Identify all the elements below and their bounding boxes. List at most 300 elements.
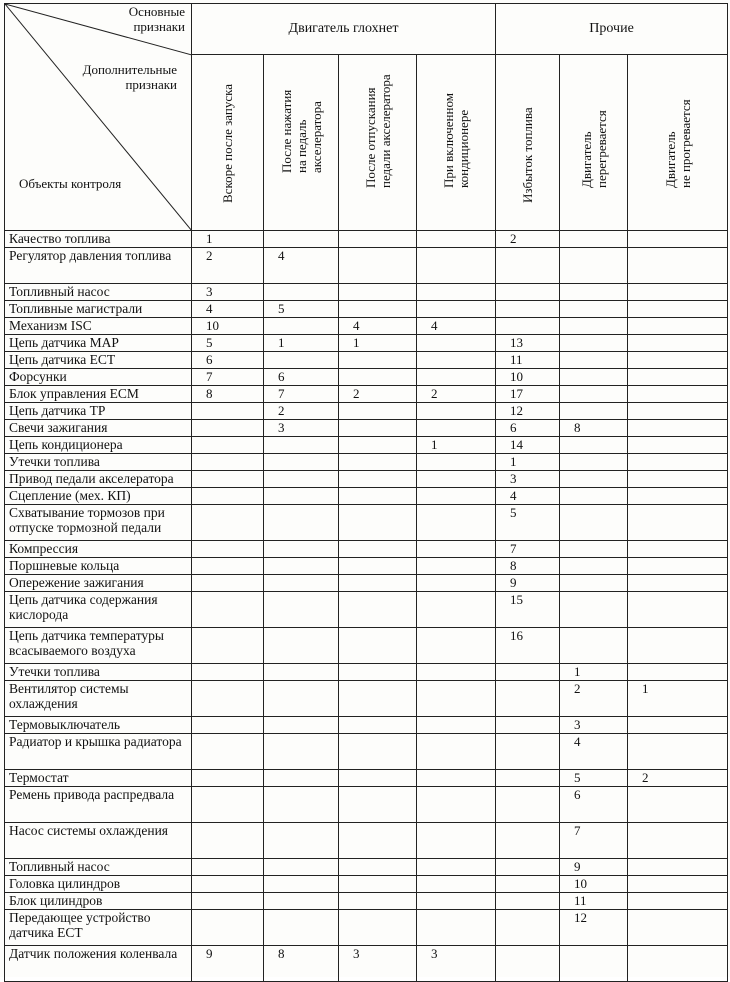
table-cell: 4: [496, 488, 560, 505]
table-cell: [192, 734, 264, 770]
table-cell: 10: [496, 369, 560, 386]
table-cell: [264, 437, 339, 454]
row-label: Цепь датчика TP: [5, 403, 192, 420]
table-cell: [417, 420, 496, 437]
table-cell: 5: [560, 770, 628, 787]
column-header-3: [339, 55, 417, 231]
table-cell: [264, 717, 339, 734]
table-cell: [264, 664, 339, 681]
table-cell: [417, 893, 496, 910]
table-row: [5, 403, 728, 420]
table-cell: [264, 893, 339, 910]
table-cell: [339, 471, 417, 488]
table-cell: [417, 770, 496, 787]
row-label: Цепь датчика содержания кислорода: [5, 592, 192, 628]
table-cell: [417, 369, 496, 386]
table-cell: [560, 471, 628, 488]
table-cell: [264, 558, 339, 575]
table-cell: [417, 910, 496, 946]
table-row: [5, 575, 728, 592]
table-cell: 9: [496, 575, 560, 592]
table-row: [5, 301, 728, 318]
table-cell: [628, 541, 728, 558]
table-cell: [628, 505, 728, 541]
table-cell: 12: [560, 910, 628, 946]
table-row: [5, 893, 728, 910]
column-header-7: [628, 55, 728, 231]
table-cell: 14: [496, 437, 560, 454]
table-row: [5, 628, 728, 664]
table-cell: 4: [560, 734, 628, 770]
extra-signs-label: Дополнительные признаки: [82, 62, 177, 92]
table-cell: 10: [560, 876, 628, 893]
table-cell: [496, 248, 560, 284]
table-cell: [628, 558, 728, 575]
table-cell: [339, 681, 417, 717]
table-cell: [417, 454, 496, 471]
column-header-text: Двигатель перегревается: [578, 110, 609, 188]
table-cell: 6: [560, 787, 628, 823]
column-header-4: [417, 55, 496, 231]
table-cell: [339, 770, 417, 787]
table-cell: [628, 471, 728, 488]
table-cell: [339, 248, 417, 284]
row-label: Блок управления ECM: [5, 386, 192, 403]
table-cell: [560, 301, 628, 318]
table-cell: [496, 823, 560, 859]
table-cell: [628, 437, 728, 454]
table-cell: [339, 420, 417, 437]
table-cell: [264, 787, 339, 823]
row-label: Схватывание тормозов при отпуске тормозной педали: [5, 505, 192, 541]
table-cell: [264, 318, 339, 335]
table-cell: [192, 823, 264, 859]
table-cell: [192, 681, 264, 717]
row-label: Привод педали акселератора: [5, 471, 192, 488]
table-cell: [417, 628, 496, 664]
table-cell: [628, 454, 728, 471]
table-cell: 2: [628, 770, 728, 787]
table-cell: [560, 628, 628, 664]
table-cell: 3: [560, 717, 628, 734]
table-row: [5, 318, 728, 335]
table-cell: [560, 284, 628, 301]
table-cell: [417, 558, 496, 575]
table-corner-header: [5, 4, 192, 231]
table-cell: 9: [560, 859, 628, 876]
group-other: Прочие: [496, 4, 728, 55]
table-row: [5, 541, 728, 558]
table-cell: [417, 823, 496, 859]
table-cell: [628, 420, 728, 437]
table-row: [5, 248, 728, 284]
row-label: Передающее устройство датчика ECT: [5, 910, 192, 946]
table-cell: [339, 734, 417, 770]
table-cell: [628, 946, 728, 982]
table-cell: [560, 488, 628, 505]
table-cell: 11: [496, 352, 560, 369]
table-row: [5, 823, 728, 859]
row-label: Термостат: [5, 770, 192, 787]
row-label: Блок цилиндров: [5, 893, 192, 910]
table-cell: [560, 946, 628, 982]
table-cell: [496, 770, 560, 787]
table-cell: [560, 352, 628, 369]
table-cell: [560, 248, 628, 284]
table-cell: [628, 734, 728, 770]
column-header-text: Двигатель не прогревается: [662, 99, 693, 188]
table-cell: [628, 592, 728, 628]
table-cell: [417, 488, 496, 505]
table-cell: [417, 575, 496, 592]
table-cell: 8: [264, 946, 339, 982]
table-cell: [628, 301, 728, 318]
table-cell: [417, 787, 496, 823]
table-cell: 8: [192, 386, 264, 403]
table-cell: 1: [339, 335, 417, 352]
table-cell: [264, 231, 339, 248]
table-cell: [339, 505, 417, 541]
table-cell: [264, 592, 339, 628]
table-cell: [339, 558, 417, 575]
table-cell: [496, 734, 560, 770]
table-cell: [417, 301, 496, 318]
table-cell: 1: [417, 437, 496, 454]
table-cell: 1: [560, 664, 628, 681]
table-cell: [560, 318, 628, 335]
table-row: [5, 910, 728, 946]
table-cell: [264, 734, 339, 770]
table-row: [5, 859, 728, 876]
table-cell: 4: [417, 318, 496, 335]
table-cell: [417, 335, 496, 352]
table-cell: [192, 717, 264, 734]
table-cell: 2: [264, 403, 339, 420]
table-cell: [417, 248, 496, 284]
table-row: [5, 335, 728, 352]
column-header-text: При включенном кондиционере: [441, 93, 471, 188]
table-cell: [264, 770, 339, 787]
row-label: Опережение зажигания: [5, 575, 192, 592]
table-cell: [192, 893, 264, 910]
table-cell: 4: [264, 248, 339, 284]
table-cell: [628, 910, 728, 946]
table-cell: [192, 488, 264, 505]
table-cell: [417, 734, 496, 770]
table-cell: [192, 859, 264, 876]
row-label: Утечки топлива: [5, 454, 192, 471]
row-label: Вентилятор системы охлаждения: [5, 681, 192, 717]
row-label: Утечки топлива: [5, 664, 192, 681]
table-cell: [192, 403, 264, 420]
table-cell: 3: [264, 420, 339, 437]
table-cell: [496, 717, 560, 734]
table-cell: [339, 876, 417, 893]
table-cell: 5: [264, 301, 339, 318]
table-cell: [628, 893, 728, 910]
table-cell: [264, 859, 339, 876]
table-cell: [628, 369, 728, 386]
table-cell: 3: [496, 471, 560, 488]
table-cell: 1: [628, 681, 728, 717]
table-row: [5, 770, 728, 787]
table-row: [5, 437, 728, 454]
table-row: [5, 664, 728, 681]
table-cell: [339, 403, 417, 420]
table-cell: [628, 488, 728, 505]
table-cell: [496, 787, 560, 823]
table-cell: [628, 352, 728, 369]
table-cell: [628, 318, 728, 335]
table-cell: [339, 664, 417, 681]
table-row: [5, 876, 728, 893]
table-cell: [417, 681, 496, 717]
table-cell: [192, 541, 264, 558]
table-cell: [496, 910, 560, 946]
row-label: Головка цилиндров: [5, 876, 192, 893]
table-cell: [339, 859, 417, 876]
table-cell: [339, 231, 417, 248]
table-cell: [339, 893, 417, 910]
table-cell: [264, 681, 339, 717]
table-cell: [192, 454, 264, 471]
table-cell: [560, 541, 628, 558]
table-cell: [417, 541, 496, 558]
table-cell: [192, 471, 264, 488]
table-cell: [339, 488, 417, 505]
table-cell: [192, 505, 264, 541]
table-cell: [628, 248, 728, 284]
table-cell: [192, 592, 264, 628]
row-label: Цепь датчика MAP: [5, 335, 192, 352]
table-cell: 1: [264, 335, 339, 352]
table-row: [5, 352, 728, 369]
table-cell: [496, 946, 560, 982]
row-label: Топливный насос: [5, 284, 192, 301]
main-signs-label: Основные признаки: [128, 4, 185, 34]
table-cell: [628, 386, 728, 403]
row-label: Датчик положения коленвала: [5, 946, 192, 982]
table-cell: 4: [339, 318, 417, 335]
table-cell: [628, 876, 728, 893]
table-cell: [339, 454, 417, 471]
column-header-text: После нажатия на педаль акселератора: [278, 89, 324, 173]
table-cell: 9: [192, 946, 264, 982]
table-row: [5, 420, 728, 437]
table-cell: [339, 717, 417, 734]
diagnostic-table: [4, 3, 728, 982]
row-label: Топливные магистрали: [5, 301, 192, 318]
table-row: [5, 454, 728, 471]
table-cell: 1: [192, 231, 264, 248]
table-cell: 3: [339, 946, 417, 982]
table-cell: [192, 910, 264, 946]
table-row: [5, 734, 728, 770]
table-cell: [496, 284, 560, 301]
table-cell: [628, 231, 728, 248]
row-label: Цепь датчика ECT: [5, 352, 192, 369]
table-cell: [496, 681, 560, 717]
row-label: Свечи зажигания: [5, 420, 192, 437]
table-cell: [496, 893, 560, 910]
corner-diagonal-lines: [5, 4, 192, 231]
table-cell: [264, 284, 339, 301]
table-cell: [339, 301, 417, 318]
table-cell: 5: [192, 335, 264, 352]
table-cell: 17: [496, 386, 560, 403]
table-cell: 10: [192, 318, 264, 335]
table-cell: [560, 335, 628, 352]
row-label: Цепь датчика температуры всасываемого воздуха: [5, 628, 192, 664]
table-cell: 6: [264, 369, 339, 386]
row-label: Топливный насос: [5, 859, 192, 876]
group-engine-stalls: Двигатель глохнет: [192, 4, 496, 55]
table-cell: 8: [496, 558, 560, 575]
table-row: [5, 787, 728, 823]
table-cell: [192, 876, 264, 893]
column-header-text: После отпускания педали акселератора: [362, 74, 393, 188]
table-cell: 1: [496, 454, 560, 471]
table-cell: [339, 575, 417, 592]
table-cell: [339, 787, 417, 823]
table-cell: 6: [192, 352, 264, 369]
table-cell: [264, 823, 339, 859]
table-cell: 8: [560, 420, 628, 437]
table-cell: [628, 284, 728, 301]
table-cell: [560, 454, 628, 471]
table-cell: 5: [496, 505, 560, 541]
table-cell: 15: [496, 592, 560, 628]
table-cell: [192, 770, 264, 787]
table-cell: [560, 505, 628, 541]
table-cell: 7: [560, 823, 628, 859]
table-cell: [264, 505, 339, 541]
row-label: Насос системы охлаждения: [5, 823, 192, 859]
table-cell: 4: [192, 301, 264, 318]
table-cell: 13: [496, 335, 560, 352]
row-label: Поршневые кольца: [5, 558, 192, 575]
table-cell: 7: [192, 369, 264, 386]
table-cell: [264, 910, 339, 946]
row-label: Регулятор давления топлива: [5, 248, 192, 284]
column-header-6: [560, 55, 628, 231]
table-cell: [339, 910, 417, 946]
table-cell: [496, 318, 560, 335]
row-label: Компрессия: [5, 541, 192, 558]
row-label: Качество топлива: [5, 231, 192, 248]
table-cell: [628, 823, 728, 859]
table-cell: [264, 575, 339, 592]
row-label: Механизм ISC: [5, 318, 192, 335]
table-cell: [496, 876, 560, 893]
table-cell: [628, 335, 728, 352]
table-cell: [417, 876, 496, 893]
row-label: Ремень привода распредвала: [5, 787, 192, 823]
table-cell: [628, 575, 728, 592]
table-cell: [417, 284, 496, 301]
table-cell: [628, 403, 728, 420]
table-cell: 6: [496, 420, 560, 437]
table-cell: [560, 403, 628, 420]
objects-label: Объекты контроля: [19, 176, 122, 191]
table-cell: [417, 505, 496, 541]
table-cell: [496, 664, 560, 681]
table-cell: [264, 352, 339, 369]
table-cell: 2: [417, 386, 496, 403]
table-cell: [264, 541, 339, 558]
table-row: [5, 505, 728, 541]
table-cell: 16: [496, 628, 560, 664]
table-cell: [339, 284, 417, 301]
table-cell: [192, 437, 264, 454]
table-cell: [192, 575, 264, 592]
table-row: [5, 946, 728, 982]
table-cell: [339, 628, 417, 664]
table-cell: [339, 352, 417, 369]
row-label: Термовыключатель: [5, 717, 192, 734]
column-header-5: [496, 55, 560, 231]
table-cell: [192, 558, 264, 575]
table-cell: [339, 823, 417, 859]
column-header-text: Избыток топлива: [520, 107, 536, 203]
table-row: [5, 284, 728, 301]
table-row: [5, 231, 728, 248]
table-cell: [417, 231, 496, 248]
table-cell: 2: [192, 248, 264, 284]
column-header-text: Вскоре после запуска: [220, 83, 235, 203]
table-cell: [560, 386, 628, 403]
table-cell: [264, 876, 339, 893]
table-cell: [417, 717, 496, 734]
table-cell: [264, 471, 339, 488]
table-cell: [192, 664, 264, 681]
table-cell: [417, 592, 496, 628]
table-row: [5, 488, 728, 505]
table-cell: 12: [496, 403, 560, 420]
table-cell: [417, 471, 496, 488]
table-cell: [264, 488, 339, 505]
table-row: [5, 369, 728, 386]
table-cell: [417, 403, 496, 420]
table-cell: [560, 592, 628, 628]
table-cell: [560, 575, 628, 592]
table-cell: [628, 859, 728, 876]
table-cell: [339, 541, 417, 558]
row-label: Радиатор и крышка радиатора: [5, 734, 192, 770]
table-row: [5, 386, 728, 403]
table-cell: 2: [496, 231, 560, 248]
table-cell: [264, 628, 339, 664]
table-cell: [628, 717, 728, 734]
table-cell: [628, 664, 728, 681]
column-header-1: [192, 55, 264, 231]
table-cell: 2: [560, 681, 628, 717]
table-cell: [192, 628, 264, 664]
table-row: [5, 592, 728, 628]
table-cell: [628, 787, 728, 823]
table-cell: [192, 787, 264, 823]
table-cell: [417, 859, 496, 876]
table-cell: 3: [192, 284, 264, 301]
row-label: Сцепление (мех. КП): [5, 488, 192, 505]
table-cell: [417, 352, 496, 369]
table-cell: 2: [339, 386, 417, 403]
table-row: [5, 717, 728, 734]
table-cell: 7: [264, 386, 339, 403]
table-cell: [339, 437, 417, 454]
table-cell: [560, 231, 628, 248]
table-cell: 11: [560, 893, 628, 910]
